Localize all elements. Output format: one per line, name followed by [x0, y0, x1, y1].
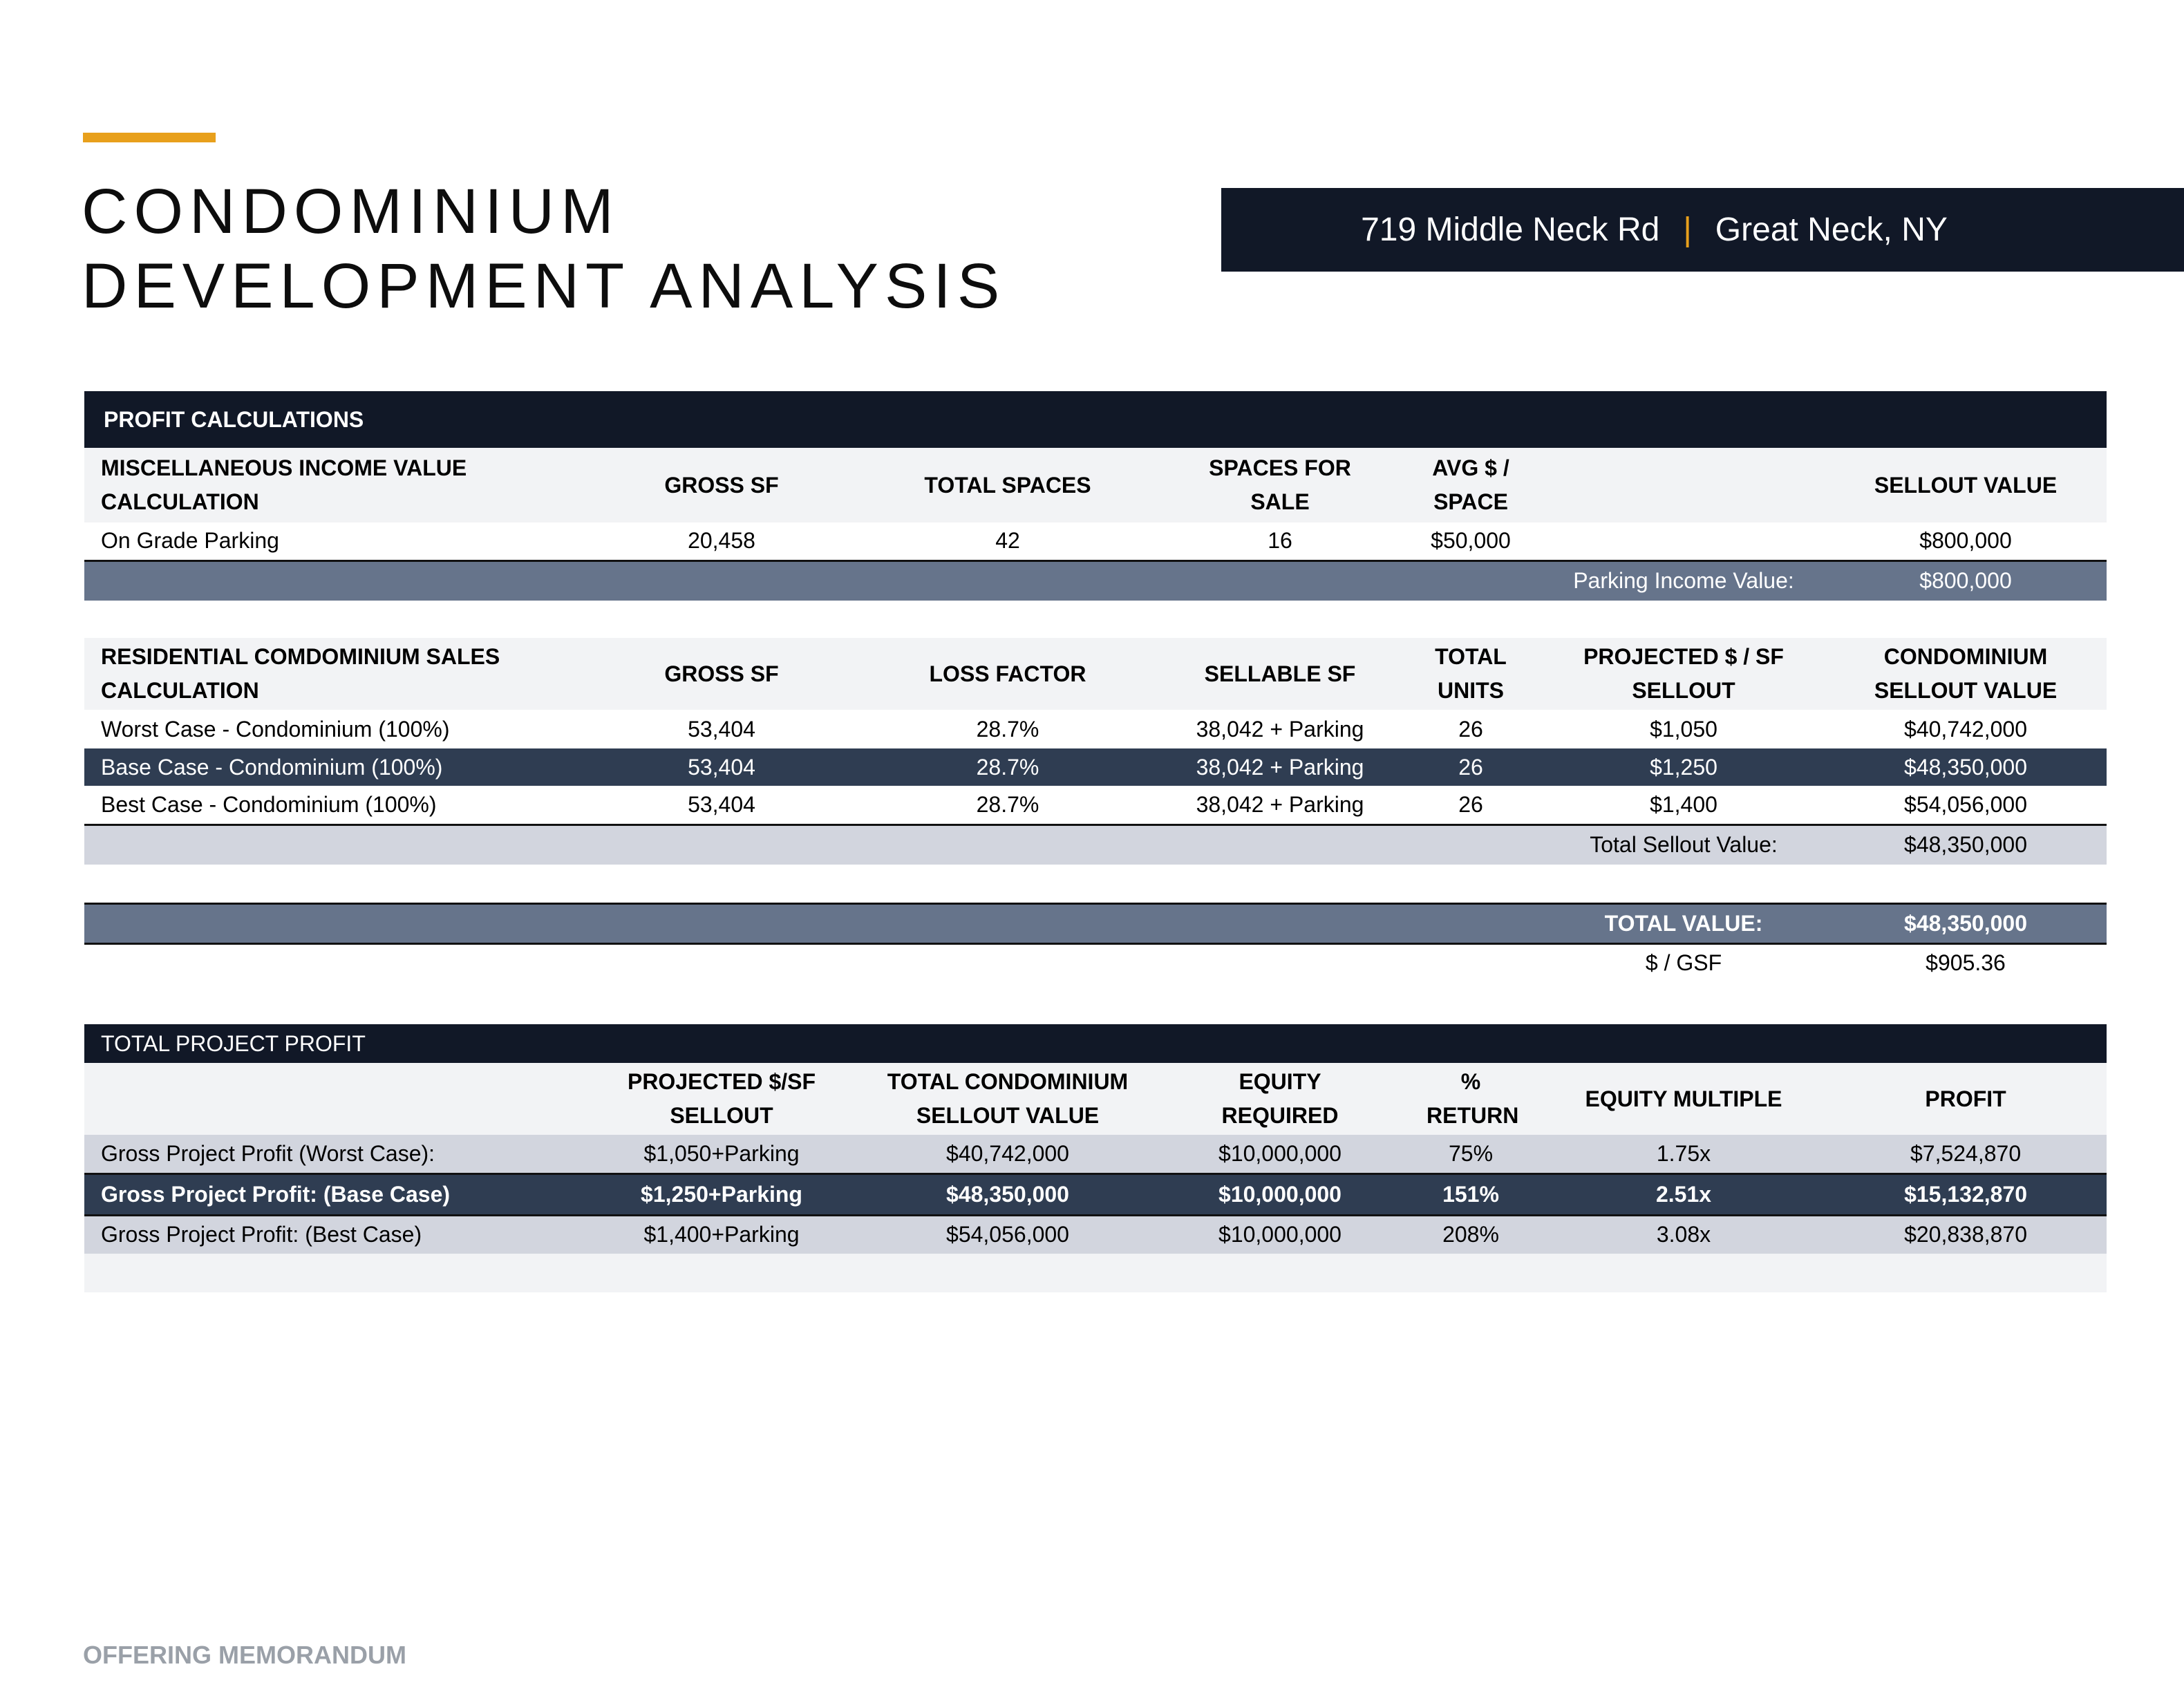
- table-cell: 26: [1399, 710, 1543, 748]
- address-city: Great Neck, NY: [1715, 211, 1948, 248]
- column-header: % RETURN: [1399, 1063, 1543, 1135]
- table-cell: $1,250+Parking: [589, 1174, 854, 1215]
- total-value-amount: $48,350,000: [1825, 903, 2107, 943]
- total-value-label: TOTAL VALUE:: [1543, 903, 1825, 943]
- table-row: [84, 1135, 2107, 1174]
- table-cell: $48,350,000: [854, 1174, 1161, 1215]
- table-cell: 26: [1399, 748, 1543, 786]
- address-street: 719 Middle Neck Rd: [1361, 211, 1660, 248]
- table-cell: $15,132,870: [1825, 1174, 2107, 1215]
- parking-income-summary-row: [84, 560, 2107, 601]
- table-cell: $1,400+Parking: [589, 1215, 854, 1254]
- table-cell: 28.7%: [854, 710, 1161, 748]
- column-header: TOTAL SPACES: [854, 448, 1161, 522]
- column-header: AVG $ / SPACE: [1399, 448, 1543, 522]
- table-cell: 42: [854, 522, 1161, 560]
- column-header: GROSS SF: [589, 638, 854, 710]
- table-cell: Gross Project Profit: (Base Case): [84, 1174, 589, 1215]
- column-header: [1543, 448, 1825, 522]
- accent-bar: [83, 133, 216, 142]
- column-header: EQUITY REQUIRED: [1161, 1063, 1399, 1135]
- table-cell: Gross Project Profit (Worst Case):: [84, 1135, 589, 1174]
- table-cell: 53,404: [589, 710, 854, 748]
- table-cell: 1.75x: [1543, 1135, 1825, 1174]
- table-cell: $40,742,000: [854, 1135, 1161, 1174]
- table-row: [84, 786, 2107, 824]
- table-cell: $40,742,000: [1825, 710, 2107, 748]
- table-cell: $800,000: [1825, 522, 2107, 560]
- section-title: TOTAL PROJECT PROFIT: [84, 1024, 2107, 1063]
- table-cell: $1,400: [1543, 786, 1825, 824]
- column-header: PROJECTED $ / SF SELLOUT: [1543, 638, 1825, 710]
- table-cell: 208%: [1399, 1215, 1543, 1254]
- per-gsf-row: [84, 943, 2107, 982]
- table-cell: $7,524,870: [1825, 1135, 2107, 1174]
- address-banner: [1221, 188, 2184, 272]
- column-header: MISCELLANEOUS INCOME VALUE CALCULATION: [84, 448, 589, 522]
- column-header: [84, 1063, 589, 1135]
- table-row: [84, 1215, 2107, 1254]
- column-header: TOTAL UNITS: [1399, 638, 1543, 710]
- table-cell: 38,042 + Parking: [1161, 786, 1399, 824]
- section-header-total-project-profit: [84, 1024, 2107, 1063]
- table-cell: $1,050: [1543, 710, 1825, 748]
- table-cell: 151%: [1399, 1174, 1543, 1215]
- table-cell: 53,404: [589, 748, 854, 786]
- table-cell: 2.51x: [1543, 1174, 1825, 1215]
- table-cell: $10,000,000: [1161, 1174, 1399, 1215]
- column-header: EQUITY MULTIPLE: [1543, 1063, 1825, 1135]
- table-cell: 75%: [1399, 1135, 1543, 1174]
- title-line-2: DEVELOPMENT ANALYSIS: [82, 251, 1006, 321]
- table-cell: $1,050+Parking: [589, 1135, 854, 1174]
- table-cell: Gross Project Profit: (Best Case): [84, 1215, 589, 1254]
- table-cell: $10,000,000: [1161, 1215, 1399, 1254]
- table-cell: $48,350,000: [1825, 748, 2107, 786]
- column-header: LOSS FACTOR: [854, 638, 1161, 710]
- table-cell: 26: [1399, 786, 1543, 824]
- table-cell: $10,000,000: [1161, 1135, 1399, 1174]
- table-cell: $1,250: [1543, 748, 1825, 786]
- table-cell: $54,056,000: [1825, 786, 2107, 824]
- table-cell: $20,838,870: [1825, 1215, 2107, 1254]
- profit-calculations-table: [84, 391, 2107, 982]
- summary-label: Total Sellout Value:: [1543, 824, 1825, 865]
- column-header: PROFIT: [1825, 1063, 2107, 1135]
- column-header: PROJECTED $/SF SELLOUT: [589, 1063, 854, 1135]
- blank-row: [84, 1254, 2107, 1292]
- page-title: [82, 174, 1006, 323]
- address-separator: |: [1683, 211, 1692, 248]
- total-sellout-summary-row: [84, 824, 2107, 865]
- table-row: [84, 748, 2107, 786]
- table-cell: 28.7%: [854, 748, 1161, 786]
- section-title: PROFIT CALCULATIONS: [84, 391, 2107, 448]
- total-value-row: [84, 903, 2107, 943]
- per-gsf-label: $ / GSF: [1543, 943, 1825, 982]
- summary-value: $48,350,000: [1825, 824, 2107, 865]
- column-header: SELLABLE SF: [1161, 638, 1399, 710]
- column-header: CONDOMINIUM SELLOUT VALUE: [1825, 638, 2107, 710]
- column-header: RESIDENTIAL COMDOMINIUM SALES CALCULATION: [84, 638, 589, 710]
- table-cell: 53,404: [589, 786, 854, 824]
- project-profit-table: [84, 1024, 2107, 1292]
- residential-header-row: [84, 638, 2107, 710]
- table-cell: 28.7%: [854, 786, 1161, 824]
- column-header: TOTAL CONDOMINIUM SELLOUT VALUE: [854, 1063, 1161, 1135]
- section-header-profit-calculations: [84, 391, 2107, 448]
- table-cell: $50,000: [1399, 522, 1543, 560]
- profit-header-row: [84, 1063, 2107, 1135]
- table-cell: 38,042 + Parking: [1161, 748, 1399, 786]
- table-row: [84, 710, 2107, 748]
- table-cell: Worst Case - Condominium (100%): [84, 710, 589, 748]
- footer-label: OFFERING MEMORANDUM: [83, 1641, 406, 1669]
- table-cell: Best Case - Condominium (100%): [84, 786, 589, 824]
- table-row: [84, 1174, 2107, 1215]
- column-header: GROSS SF: [589, 448, 854, 522]
- table-cell: On Grade Parking: [84, 522, 589, 560]
- misc-header-row: [84, 448, 2107, 522]
- table-row: [84, 522, 2107, 560]
- title-line-1: CONDOMINIUM: [82, 176, 620, 247]
- per-gsf-value: $905.36: [1825, 943, 2107, 982]
- table-cell: 38,042 + Parking: [1161, 710, 1399, 748]
- table-cell: 20,458: [589, 522, 854, 560]
- column-header: SPACES FOR SALE: [1161, 448, 1399, 522]
- table-cell: Base Case - Condominium (100%): [84, 748, 589, 786]
- table-cell: [1543, 522, 1825, 560]
- table-cell: 3.08x: [1543, 1215, 1825, 1254]
- table-cell: 16: [1161, 522, 1399, 560]
- summary-value: $800,000: [1825, 560, 2107, 601]
- summary-label: Parking Income Value:: [1543, 560, 1825, 601]
- column-header: SELLOUT VALUE: [1825, 448, 2107, 522]
- table-cell: $54,056,000: [854, 1215, 1161, 1254]
